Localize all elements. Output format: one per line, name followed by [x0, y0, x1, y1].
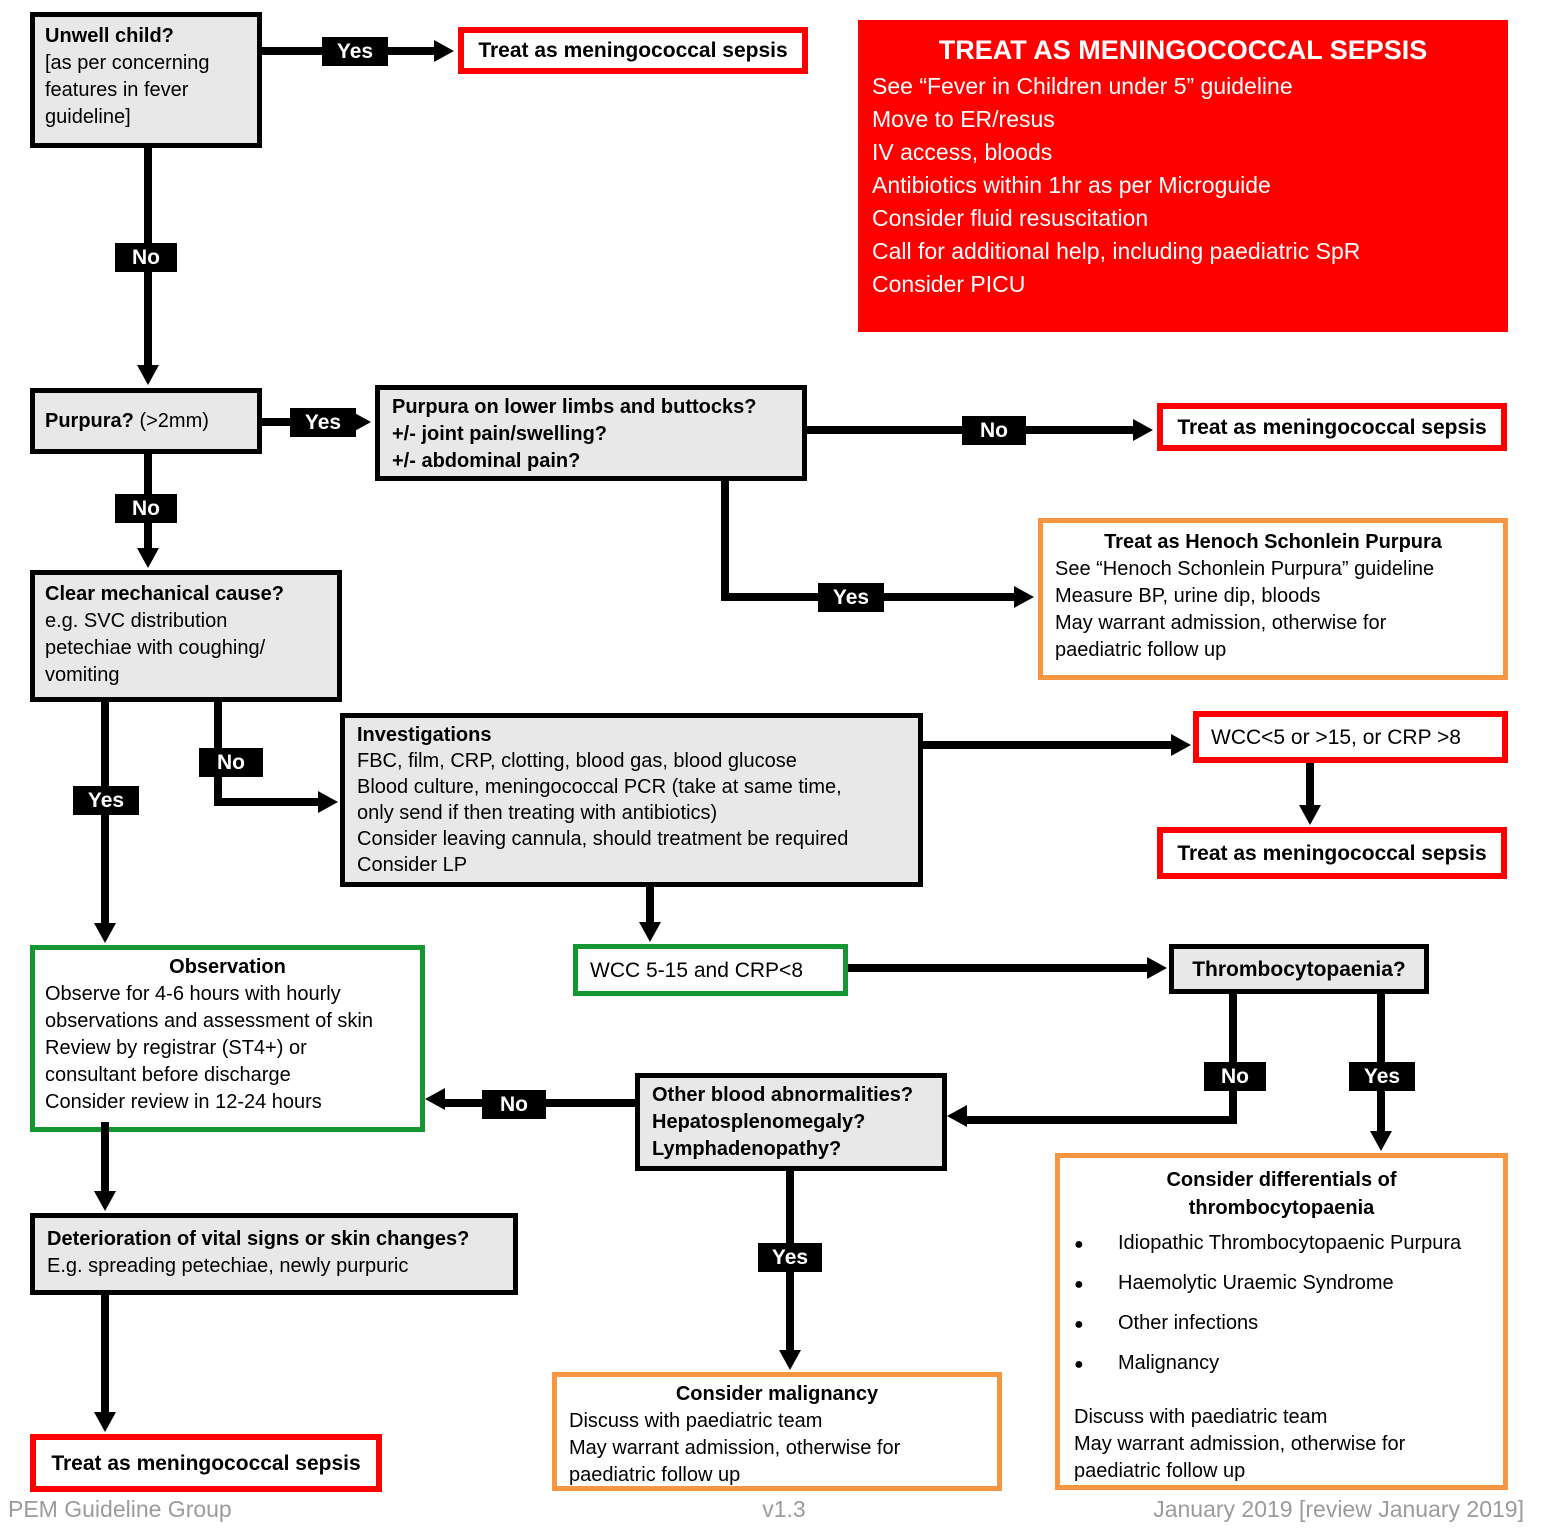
node-malignancy-line: Discuss with paediatric team	[569, 1410, 823, 1432]
node-wcc-normal-text: WCC 5-15 and CRP<8	[590, 958, 804, 982]
label-no: No	[482, 1090, 546, 1119]
differentials-bullet-item	[1074, 1310, 1489, 1350]
differentials-bullet-item	[1074, 1350, 1489, 1390]
node-differentials	[1055, 1153, 1508, 1490]
node-observation	[30, 945, 425, 1132]
node-treat-sepsis-top-text: Treat as meningococcal sepsis	[478, 39, 788, 62]
node-thrombocytopaenia	[1169, 944, 1429, 994]
node-sepsis-protocol-line: Move to ER/resus	[872, 106, 1055, 132]
connector-observation-to-deterioration	[101, 1122, 109, 1198]
node-unwell-child-line: features in fever	[45, 79, 189, 101]
differentials-bullet-text: Malignancy	[1118, 1352, 1220, 1374]
label-yes: Yes	[290, 408, 356, 437]
footer-date: January 2019 [review January 2019]	[1153, 1496, 1524, 1522]
node-unwell-child	[30, 12, 262, 148]
node-mechanical-cause-line: e.g. SVC distribution	[45, 610, 228, 632]
connector-deterioration-to-sepsis	[101, 1295, 109, 1417]
node-malignancy	[552, 1372, 1002, 1491]
arrowhead-right-icon	[434, 40, 454, 62]
node-sepsis-protocol-title: TREAT AS MENINGOCOCCAL SEPSIS	[938, 35, 1428, 65]
connector-investigations-to-wcc-normal	[646, 887, 654, 925]
node-sepsis-protocol-line: IV access, bloods	[872, 139, 1053, 165]
node-investigations-line: FBC, film, CRP, clotting, blood gas, blood glucose	[357, 750, 797, 772]
differentials-bullet-text: Other infections	[1118, 1312, 1259, 1334]
node-mechanical-cause-title: Clear mechanical cause?	[45, 583, 285, 605]
node-observation-line: Review by registrar (ST4+) or	[45, 1037, 307, 1059]
connector-wcc-normal-to-thrombocytopaenia	[848, 964, 1148, 972]
arrowhead-right-icon	[318, 791, 338, 813]
bullet-icon: ●	[1074, 1316, 1084, 1333]
connector-investigations-to-wcc-high	[923, 741, 1172, 749]
node-wcc-high	[1193, 711, 1508, 763]
node-purpura-distribution-line: +/- joint pain/swelling?	[392, 423, 608, 445]
node-sepsis-protocol-line: Consider PICU	[872, 271, 1026, 297]
connector-thrombocytopaenia-no-horizontal	[967, 1116, 1237, 1124]
node-blood-abnormalities-line: Hepatosplenomegaly?	[652, 1111, 866, 1133]
arrowhead-down-icon	[94, 1191, 116, 1211]
node-sepsis-protocol	[858, 20, 1508, 332]
node-hsp	[1038, 518, 1508, 680]
node-wcc-normal	[573, 944, 848, 996]
footer-author: PEM Guideline Group	[8, 1496, 232, 1522]
node-blood-abnormalities-line: Other blood abnormalities?	[652, 1084, 914, 1106]
arrowhead-down-icon	[1299, 805, 1321, 825]
arrowhead-left-icon	[425, 1088, 445, 1110]
node-treat-sepsis-right-text: Treat as meningococcal sepsis	[1177, 415, 1487, 439]
node-investigations-line: Blood culture, meningococcal PCR (take at same time,	[357, 776, 842, 798]
label-no: No	[115, 243, 177, 272]
arrowhead-right-icon	[1147, 957, 1167, 979]
node-treat-sepsis-bottom-text: Treat as meningococcal sepsis	[51, 1451, 361, 1475]
label-yes: Yes	[818, 583, 884, 612]
arrowhead-down-icon	[137, 365, 159, 385]
node-wcc-high-text: WCC<5 or >15, or CRP >8	[1211, 725, 1461, 749]
node-purpura-distribution-line: +/- abdominal pain?	[392, 450, 581, 472]
node-treat-sepsis-top	[458, 27, 808, 74]
node-differentials-line: May warrant admission, otherwise for	[1074, 1433, 1406, 1455]
node-observation-line: Observe for 4-6 hours with hourly	[45, 983, 341, 1005]
connector-mechanical-to-investigations-horizontal	[214, 798, 320, 806]
arrowhead-down-icon	[779, 1350, 801, 1370]
arrowhead-down-icon	[1370, 1131, 1392, 1151]
node-hsp-line: See “Henoch Schonlein Purpura” guideline	[1055, 558, 1435, 580]
node-mechanical-cause-line: petechiae with coughing/	[45, 637, 266, 659]
node-deterioration-line: E.g. spreading petechiae, newly purpuric	[47, 1255, 409, 1277]
node-purpura-title: Purpura?	[45, 409, 134, 432]
node-differentials-title: Consider differentials of	[1166, 1169, 1397, 1191]
node-observation-line: observations and assessment of skin	[45, 1010, 373, 1032]
node-deterioration-title: Deterioration of vital signs or skin changes?	[47, 1228, 470, 1250]
node-sepsis-protocol-line: See “Fever in Children under 5” guideline	[872, 73, 1293, 99]
node-sepsis-protocol-line: Antibiotics within 1hr as per Microguide	[872, 172, 1271, 198]
node-unwell-child-line: guideline]	[45, 106, 131, 128]
node-blood-abnormalities-line: Lymphadenopathy?	[652, 1138, 842, 1160]
label-yes: Yes	[322, 37, 388, 66]
node-unwell-child-title: Unwell child?	[45, 25, 174, 47]
arrowhead-right-icon	[1133, 419, 1153, 441]
node-purpura-distribution-line: Purpura on lower limbs and buttocks?	[392, 396, 757, 418]
label-no: No	[199, 748, 263, 777]
arrowhead-right-icon	[1171, 734, 1191, 756]
connector-thrombocytopaenia-no-vertical	[1229, 993, 1237, 1124]
node-malignancy-line: May warrant admission, otherwise for	[569, 1437, 901, 1459]
node-treat-sepsis-mid-text: Treat as meningococcal sepsis	[1177, 841, 1487, 865]
node-treat-sepsis-right	[1157, 403, 1507, 451]
label-yes: Yes	[758, 1243, 822, 1272]
differentials-bullet-item	[1074, 1230, 1489, 1270]
label-yes: Yes	[1349, 1062, 1415, 1091]
arrowhead-down-icon	[94, 1412, 116, 1432]
bullet-icon: ●	[1074, 1276, 1084, 1293]
node-malignancy-title: Consider malignancy	[675, 1383, 879, 1405]
label-no: No	[115, 494, 177, 523]
differentials-bullet-item	[1074, 1270, 1489, 1310]
footer-version: v1.3	[762, 1496, 806, 1522]
differentials-bullet-text: Haemolytic Uraemic Syndrome	[1118, 1272, 1394, 1294]
bullet-icon: ●	[1074, 1356, 1084, 1373]
arrowhead-right-icon	[1014, 586, 1034, 608]
node-blood-abnormalities	[635, 1073, 947, 1171]
node-investigations-line: Consider LP	[357, 854, 468, 876]
node-observation-line: Consider review in 12-24 hours	[45, 1091, 322, 1113]
node-investigations-title: Investigations	[357, 724, 492, 746]
node-differentials-line: Discuss with paediatric team	[1074, 1406, 1328, 1428]
node-sepsis-protocol-line: Consider fluid resuscitation	[872, 205, 1149, 231]
node-purpura	[30, 388, 262, 454]
arrowhead-down-icon	[94, 923, 116, 943]
arrowhead-down-icon	[639, 922, 661, 942]
differentials-bullet-text: Idiopathic Thrombocytopaenic Purpura	[1118, 1232, 1462, 1254]
node-mechanical-cause-line: vomiting	[45, 664, 120, 686]
node-treat-sepsis-bottom	[30, 1434, 382, 1492]
node-sepsis-protocol-line: Call for additional help, including paediatric SpR	[872, 238, 1361, 264]
node-treat-sepsis-mid	[1157, 827, 1507, 879]
label-no: No	[1204, 1062, 1266, 1091]
arrowhead-left-icon	[947, 1105, 967, 1127]
connector-wcc-high-to-sepsis	[1306, 763, 1314, 807]
node-purpura-suffix: (>2mm)	[133, 409, 209, 432]
label-no: No	[962, 416, 1026, 445]
node-hsp-line: May warrant admission, otherwise for	[1055, 612, 1387, 634]
node-differentials-title: thrombocytopaenia	[1188, 1197, 1375, 1219]
node-investigations-line: only send if then treating with antibiotics)	[357, 802, 718, 824]
node-hsp-line: paediatric follow up	[1055, 639, 1227, 661]
arrowhead-down-icon	[137, 548, 159, 568]
node-hsp-line: Measure BP, urine dip, bloods	[1055, 585, 1321, 607]
node-mechanical-cause	[30, 570, 342, 702]
node-investigations	[340, 713, 923, 887]
node-unwell-child-line: [as per concerning	[45, 52, 210, 74]
label-yes: Yes	[73, 786, 139, 815]
bullet-icon: ●	[1074, 1236, 1084, 1253]
node-observation-line: consultant before discharge	[45, 1064, 291, 1086]
node-observation-title: Observation	[169, 956, 286, 978]
node-purpura-distribution	[375, 385, 807, 481]
node-thrombocytopaenia-text: Thrombocytopaenia?	[1192, 957, 1406, 981]
connector-distribution-to-hsp-vertical	[721, 481, 729, 599]
node-differentials-line: paediatric follow up	[1074, 1460, 1246, 1482]
node-malignancy-line: paediatric follow up	[569, 1464, 741, 1486]
node-deterioration	[30, 1213, 518, 1295]
node-hsp-title: Treat as Henoch Schonlein Purpura	[1104, 531, 1442, 553]
node-investigations-line: Consider leaving cannula, should treatment be required	[357, 828, 849, 850]
